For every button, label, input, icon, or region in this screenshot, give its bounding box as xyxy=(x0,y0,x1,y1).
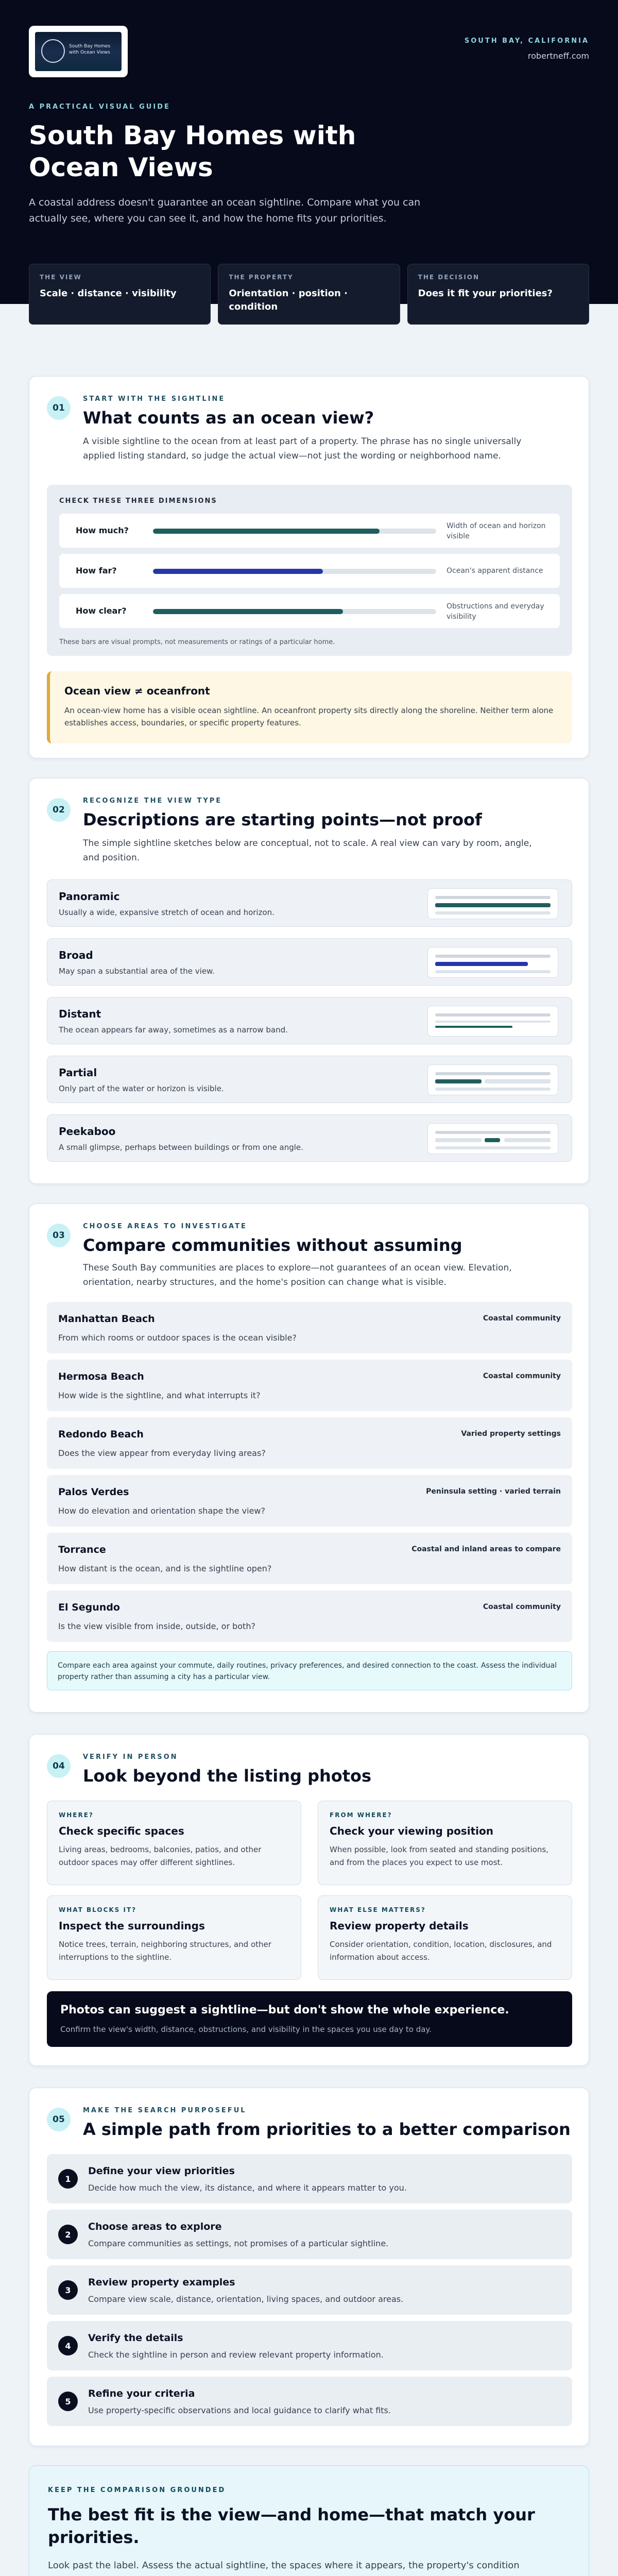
hero xyxy=(0,0,618,312)
closing-kicker: KEEP THE COMPARISON GROUNDED xyxy=(48,2486,226,2494)
closing-text: Look past the label. Assess the actual sightline, the spaces where it appears, the property's condition xyxy=(48,2560,520,2571)
view-type-card: Broad May span a substantial area of the view. xyxy=(47,938,572,986)
logo-mark-icon xyxy=(41,39,65,63)
section-title: Descriptions are starting points—not proof xyxy=(83,810,482,829)
callout-text: An ocean-view home has a visible ocean sightline. An oceanfront property sits directly along the shoreline. Neither term alone establishes access, boundaries, or specific property features. xyxy=(64,706,554,727)
verify-tip-card: WHAT ELSE MATTERS? Review property details Consider orientation, condition, location, disclosures, and information about access. xyxy=(318,1895,572,1980)
dimensions-panel xyxy=(47,485,572,656)
section-kicker: MAKE THE SEARCH PURPOSEFUL xyxy=(83,2107,247,2114)
dimension-bar xyxy=(153,569,436,574)
step-card: 3 Review property examples Compare view scale, distance, orientation, living spaces, and outdoor areas. xyxy=(47,2265,572,2315)
verify-tip-card: WHERE? Check specific spaces Living areas, bedrooms, balconies, patios, and other outdoor spaces may offer different sightlines. xyxy=(47,1801,301,1885)
community-card: El Segundo Coastal community Is the view visible from inside, outside, or both? xyxy=(47,1590,572,1642)
dimension-row: How much? Width of ocean and horizon visible xyxy=(59,514,560,548)
section-title: A simple path from priorities to a better comparison xyxy=(83,2120,571,2139)
community-card: Hermosa Beach Coastal community How wide is the sightline, and what interrupts it? xyxy=(47,1360,572,1411)
community-card: Redondo Beach Varied property settings Does the view appear from everyday living areas? xyxy=(47,1417,572,1469)
verify-tip-card: FROM WHERE? Check your viewing position When possible, look from seated and standing positions, and from the places you expect to use most. xyxy=(318,1801,572,1885)
section-title: Compare communities without assuming xyxy=(83,1235,462,1255)
sightline-sketch xyxy=(427,888,558,919)
dimension-row: How clear? Obstructions and everyday visibility xyxy=(59,594,560,628)
step-card: 4 Verify the details Check the sightline in person and review relevant property information. xyxy=(47,2321,572,2370)
dimension-bar xyxy=(153,529,436,534)
section-view-types xyxy=(29,778,589,1184)
dimensions-title: CHECK THESE THREE DIMENSIONS xyxy=(59,497,217,505)
step-number: 5 xyxy=(58,2392,78,2411)
sightline-sketch xyxy=(427,1006,558,1037)
section-ocean-view xyxy=(29,376,589,758)
section-kicker: CHOOSE AREAS TO INVESTIGATE xyxy=(83,1223,247,1230)
closing-title: The best fit is the view—and home—that match your priorities. xyxy=(48,2505,535,2547)
location-label: SOUTH BAY, CALIFORNIA xyxy=(464,37,589,45)
hero-card-view: THE VIEW Scale · distance · visibility xyxy=(29,264,211,325)
section-kicker: VERIFY IN PERSON xyxy=(83,1753,178,1761)
section-title: Look beyond the listing photos xyxy=(83,1766,372,1786)
callout-title: Ocean view ≠ oceanfront xyxy=(64,685,210,697)
photo-callout xyxy=(47,1991,572,2047)
closing-panel xyxy=(29,2465,589,2576)
hero-cards xyxy=(29,264,589,325)
sightline-sketch xyxy=(427,1123,558,1154)
community-card: Manhattan Beach Coastal community From which rooms or outdoor spaces is the ocean visible? xyxy=(47,1302,572,1353)
section-number: 05 xyxy=(47,2108,71,2131)
callout-title: Photos can suggest a sightline—but don't show the whole experience. xyxy=(60,2004,509,2016)
brand-logo[interactable] xyxy=(29,26,128,77)
section-search-path xyxy=(29,2088,589,2446)
hero-description: A coastal address doesn't guarantee an ocean sightline. Compare what you can actually see, where you can see it, and how the home fits your priorities. xyxy=(29,197,421,224)
view-type-card: Distant The ocean appears far away, sometimes as a narrow band. xyxy=(47,997,572,1044)
section-number: 03 xyxy=(47,1224,71,1247)
view-type-card: Panoramic Usually a wide, expansive stretch of ocean and horizon. xyxy=(47,879,572,927)
view-type-card: Peekaboo A small glimpse, perhaps between buildings or from one angle. xyxy=(47,1114,572,1162)
step-card: 1 Define your view priorities Decide how much the view, its distance, and where it appears matter to you. xyxy=(47,2154,572,2204)
logo-text: South Bay Homes with Ocean Views xyxy=(69,44,111,55)
section-verify xyxy=(29,1734,589,2066)
community-card: Torrance Coastal and inland areas to compare How distant is the ocean, and is the sightline open? xyxy=(47,1533,572,1584)
dimension-row: How far? Ocean's apparent distance xyxy=(59,554,560,588)
step-number: 3 xyxy=(58,2280,78,2300)
step-card: 2 Choose areas to explore Compare communities as settings, not promises of a particular sightline. xyxy=(47,2210,572,2259)
step-number: 2 xyxy=(58,2225,78,2244)
callout-text: Confirm the view's width, distance, obstructions, and visibility in the spaces you use day to day. xyxy=(60,2025,432,2034)
dimensions-footnote: These bars are visual prompts, not measurements or ratings of a particular home. xyxy=(59,638,335,646)
oceanfront-callout xyxy=(47,671,572,743)
sightline-sketch xyxy=(427,947,558,978)
verify-tip-card: WHAT BLOCKS IT? Inspect the surroundings Notice trees, terrain, neighboring structures, and other interruptions to the sightline. xyxy=(47,1895,301,1980)
section-number: 04 xyxy=(47,1754,71,1778)
hero-kicker: A PRACTICAL VISUAL GUIDE xyxy=(29,103,170,111)
dimension-bar-fill xyxy=(153,529,380,534)
sightline-sketch xyxy=(427,1064,558,1095)
section-kicker: RECOGNIZE THE VIEW TYPE xyxy=(83,797,222,805)
step-number: 4 xyxy=(58,2336,78,2355)
section-number: 02 xyxy=(47,798,71,822)
hero-card-decision: THE DECISION Does it fit your priorities? xyxy=(407,264,589,325)
section-description: These South Bay communities are places to explore—not guarantees of an ocean view. Elevation, orientation, nearby structures, and the home's position can change what is visible. xyxy=(83,1263,512,1287)
step-number: 1 xyxy=(58,2169,78,2189)
community-card: Palos Verdes Peninsula setting · varied terrain How do elevation and orientation shape the view? xyxy=(47,1475,572,1527)
section-title: What counts as an ocean view? xyxy=(83,408,374,428)
step-card: 5 Refine your criteria Use property-specific observations and local guidance to clarify what fits. xyxy=(47,2377,572,2426)
hero-card-property: THE PROPERTY Orientation · position · condition xyxy=(218,264,400,325)
section-communities xyxy=(29,1204,589,1713)
dimension-bar-fill xyxy=(153,569,323,574)
section-kicker: START WITH THE SIGHTLINE xyxy=(83,395,226,403)
section-number: 01 xyxy=(47,396,71,420)
page-title: South Bay Homes with Ocean Views xyxy=(29,121,356,182)
section-description: A visible sightline to the ocean from at least part of a property. The phrase has no single universally applied listing standard, so judge the actual view—not just the wording or neighborhood name. xyxy=(83,436,522,461)
site-link[interactable]: robertneff.com xyxy=(527,51,589,61)
section-description: The simple sightline sketches below are conceptual, not to scale. A real view can vary by room, angle, and position. xyxy=(83,838,532,863)
dimension-bar xyxy=(153,609,436,614)
dimension-bar-fill xyxy=(153,609,343,614)
community-note: Compare each area against your commute, daily routines, privacy preferences, and desired connection to the coast. Assess the individual property rather than assuming a city has a particular view. xyxy=(47,1651,572,1690)
view-type-card: Partial Only part of the water or horizon is visible. xyxy=(47,1056,572,1103)
